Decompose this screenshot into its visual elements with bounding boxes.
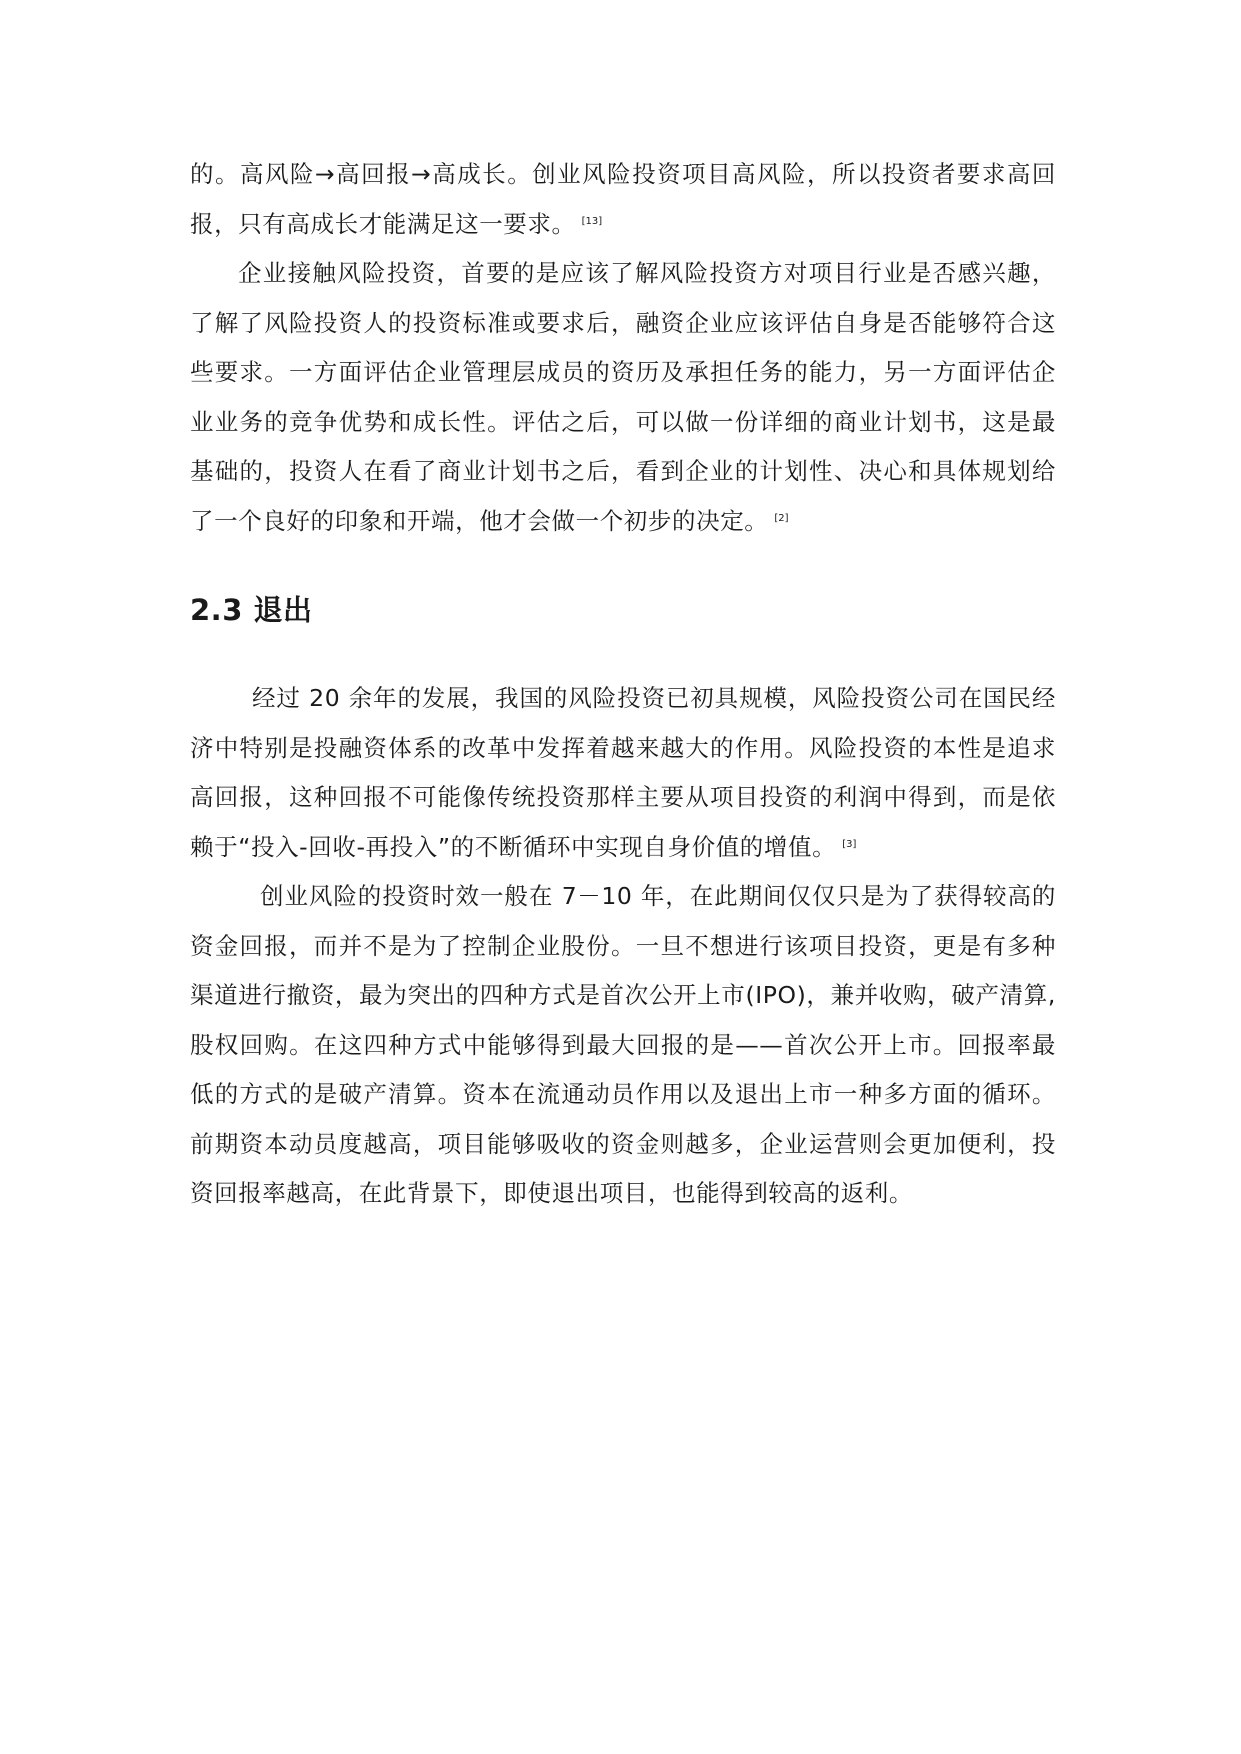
citation-ref: [13]: [581, 215, 603, 227]
body-paragraph: [190, 150, 1056, 249]
body-paragraph: [190, 674, 1056, 872]
paragraph-text: 企业接触风险投资，首要的是应该了解风险投资方对项目行业是否感兴趣，了解了风险投资人的投资标准或要求后，融资企业应该评估自身是否能够符合这些要求。一方面评估企业管理层成员的资历及承担任务的能力，另一方面评估企业业务的竞争优势和成长性。评估之后，可以做一份详细的商业计划书，这是最基础的，投资人在看了商业计划书之后，看到企业的计划性、决心和具体规划给了一个良好的印象和开端，他才会做一个初步的决定。: [190, 259, 1056, 535]
paragraph-text: 经过 20 余年的发展，我国的风险投资已初具规模，风险投资公司在国民经济中特别是投融资体系的改革中发挥着越来越大的作用。风险投资的本性是追求高回报，这种回报不可能像传统投资那样主要从项目投资的利润中得到，而是依赖于“投入-回收-再投入”的不断循环中实现自身价值的增值。: [190, 684, 1056, 861]
section-heading: 2.3 退出: [190, 593, 313, 627]
body-paragraph: [190, 872, 1056, 1219]
paragraph-text: 创业风险的投资时效一般在 7－10 年，在此期间仅仅只是为了获得较高的资金回报，而并不是为了控制企业股份。一旦不想进行该项目投资，更是有多种渠道进行撤资，最为突出的四种方式是首次公开上市(IPO)，兼并收购，破产清算,股权回购。在这四种方式中能够得到最大回报的是——首次公开上市。回报率最低的方式的是破产清算。资本在流通动员作用以及退出上市一种多方面的循环。前期资本动员度越高，项目能够吸收的资金则越多，企业运营则会更加便利，投资回报率越高，在此背景下，即使退出项目，也能得到较高的返利。: [190, 882, 1056, 1207]
body-paragraph: [190, 249, 1056, 546]
citation-ref: [2]: [774, 512, 789, 524]
document-page: [190, 150, 1056, 1219]
citation-ref: [3]: [842, 838, 857, 850]
paragraph-text: 的。高风险→高回报→高成长。创业风险投资项目高风险，所以投资者要求高回报，只有高成长才能满足这一要求。: [190, 160, 1056, 238]
